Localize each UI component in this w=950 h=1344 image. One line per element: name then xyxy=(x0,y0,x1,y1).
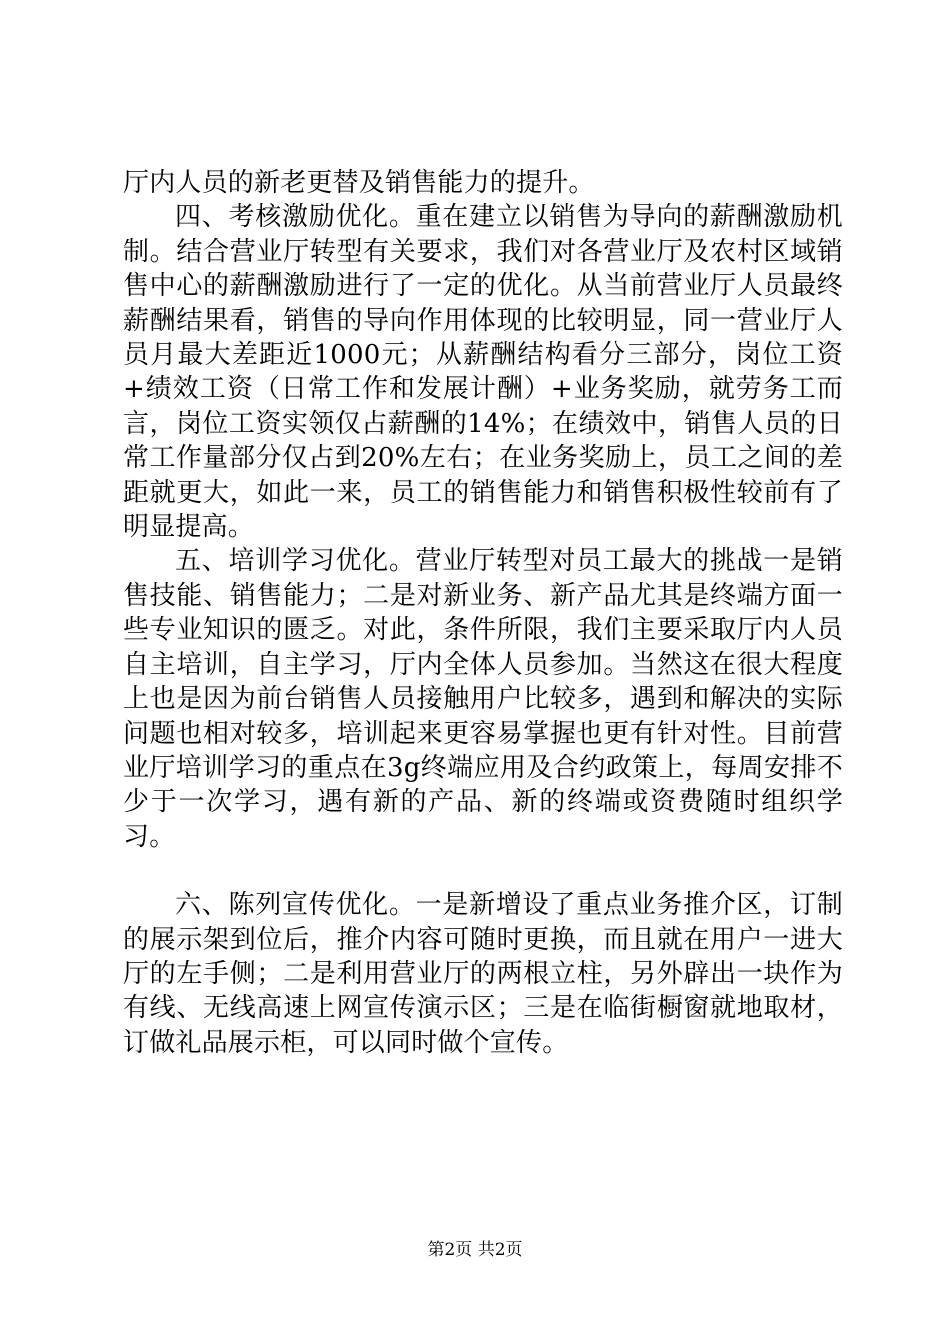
paragraph-assessment-incentive: 四、考核激励优化。重在建立以销售为导向的薪酬激励机制。结合营业厅转型有关要求，我们对各营业厅及农村区域销售中心的薪酬激励进行了一定的优化。从当前营业厅人员最终薪酬结果看，销售的导向作用体现的比较明显，同一营业厅人员月最大差距近1000元；从薪酬结构看分三部分，岗位工资+绩效工资（日常工作和发展计酬）+业务奖励，就劳务工而言，岗位工资实领仅占薪酬的14%；在绩效中，销售人员的日常工作量部分仅占到20%左右；在业务奖励上，员工之间的差距就更大，如此一来，员工的销售能力和销售积极性较前有了明显提高。 xyxy=(123,202,843,543)
page-number-label: 第2页 共2页 xyxy=(427,1240,523,1260)
paragraph-training-learning: 五、培训学习优化。营业厅转型对员工最大的挑战一是销售技能、销售能力；二是对新业务、新产品尤其是终端方面一些专业知识的匮乏。对此，条件所限，我们主要采取厅内人员自主培训，自主学习，厅内全体人员参加。当然这在很大程度上也是因为前台销售人员接触用户比较多，遇到和解决的实际问题也相对较多，培训起来更容易掌握也更有针对性。目前营业厅培训学习的重点在3g终端应用及合约政策上，每周安排不少于一次学习，遇有新的产品、新的终端或资费随时组织学习。 xyxy=(123,546,843,852)
document-body xyxy=(123,166,843,1060)
page-footer xyxy=(0,1238,950,1262)
paragraph-continuation: 厅内人员的新老更替及销售能力的提升。 xyxy=(123,168,595,198)
paragraph-display-promotion: 六、陈列宣传优化。一是新增设了重点业务推介区，订制的展示架到位后，推介内容可随时更换，而且就在用户一进大厅的左手侧；二是利用营业厅的两根立柱，另外辟出一块作为有线、无线高速上网宣传演示区；三是在临街橱窗就地取材，订做礼品展示柜，可以同时做个宣传。 xyxy=(123,890,843,1058)
